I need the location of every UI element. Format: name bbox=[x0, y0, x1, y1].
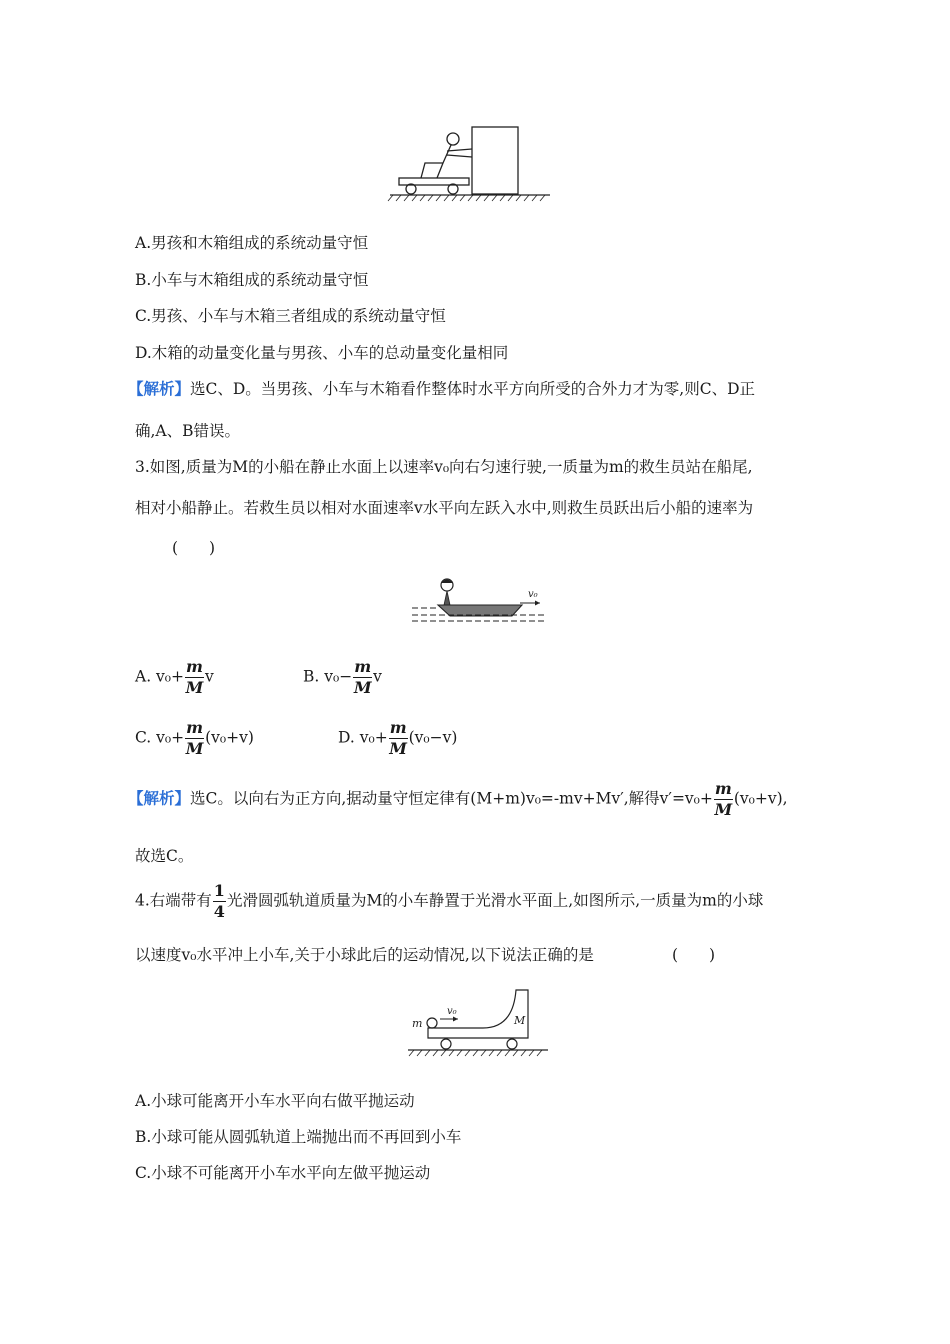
q2-option-a: A.男孩和木箱组成的系统动量守恒 bbox=[135, 234, 369, 252]
q4-stem-line2: 以速度v₀水平冲上小车,关于小球此后的运动情况,以下说法正确的是 bbox=[135, 946, 594, 964]
q2-analysis-line1: 【解析】选C、D。当男孩、小车与木箱看作整体时水平方向所受的合外力才为零,则C、D正 bbox=[128, 379, 756, 398]
q3-analysis-line2: 故选C。 bbox=[135, 847, 194, 865]
q4-option-a: A.小球可能离开小车水平向右做平抛运动 bbox=[135, 1092, 415, 1110]
q3-stem-line2: 相对小船静止。若救生员以相对水面速率v水平向左跃入水中,则救生员跃出后小船的速率为 bbox=[135, 499, 754, 517]
q2-analysis-line2: 确,A、B错误。 bbox=[135, 422, 241, 440]
q3-analysis-line1: 【解析】选C。以向右为正方向,据动量守恒定律有(M+m)v₀=-mv+Mv′,解得v′=v₀+ $\frac{m}{M}$ (v₀+v), bbox=[128, 779, 788, 819]
q3-option-c: C. v₀+ $\frac{m}{M}$ (v₀+v) bbox=[135, 718, 254, 758]
boat-velocity-label: v₀ bbox=[528, 589, 538, 600]
q4-option-c: C.小球不可能离开小车水平向左做平抛运动 bbox=[135, 1164, 431, 1182]
q3-option-a: A. v₀+ $\frac{m}{M}$ v bbox=[135, 657, 214, 697]
q3-option-b: B. v₀− $\frac{m}{M}$ v bbox=[303, 657, 382, 697]
cart-arc-track-figure bbox=[408, 978, 548, 1058]
q2-option-b: B.小车与木箱组成的系统动量守恒 bbox=[135, 271, 369, 289]
boat-rescuer-figure bbox=[408, 573, 548, 631]
boy-cart-box-figure bbox=[385, 125, 555, 205]
ball-mass-label: m bbox=[412, 1017, 423, 1030]
q4-option-b: B.小球可能从圆弧轨道上端抛出而不再回到小车 bbox=[135, 1128, 462, 1146]
q3-answer-paren: ( ) bbox=[172, 539, 216, 557]
analysis-tag: 【解析】 bbox=[128, 788, 191, 808]
q4-stem-line1: 4.右端带有 $\frac{1}{4}$ 光滑圆弧轨道质量为M的小车静置于光滑水平面上,如图所示,一质量为m的小球 bbox=[135, 881, 764, 921]
q2-option-d: D.木箱的动量变化量与男孩、小车的总动量变化量相同 bbox=[135, 344, 509, 362]
q2-option-c: C.男孩、小车与木箱三者组成的系统动量守恒 bbox=[135, 307, 446, 325]
q3-option-d: D. v₀+ $\frac{m}{M}$ (v₀−v) bbox=[338, 718, 458, 758]
ball-velocity-label: v₀ bbox=[447, 1006, 457, 1017]
q4-answer-paren: ( ) bbox=[672, 946, 716, 964]
q3-stem-line1: 3.如图,质量为M的小船在静止水面上以速率v₀向右匀速行驶,一质量为m的救生员站在船尾, bbox=[135, 458, 753, 476]
cart-mass-label: M bbox=[514, 1014, 526, 1027]
analysis-tag: 【解析】 bbox=[128, 379, 191, 398]
